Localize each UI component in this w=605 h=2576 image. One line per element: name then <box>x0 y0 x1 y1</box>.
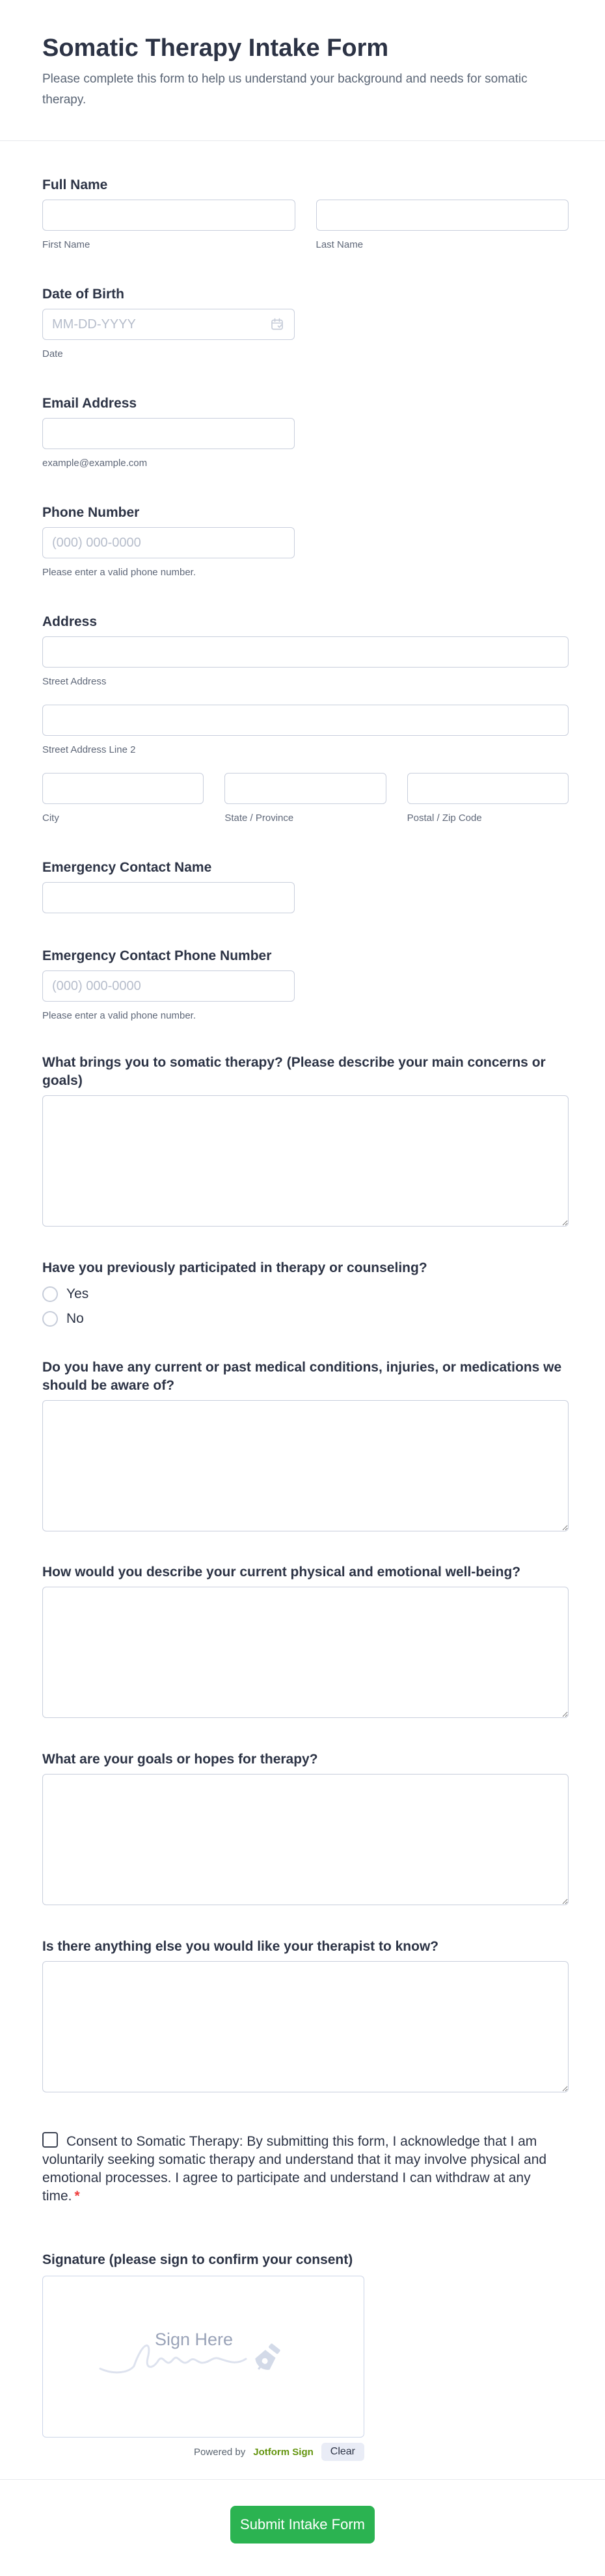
email-input[interactable] <box>42 418 295 449</box>
phone-label: Phone Number <box>42 505 140 520</box>
dob-sublabel: Date <box>42 348 63 359</box>
field-consent <box>42 2132 569 2205</box>
anything-else-label: Is there anything else you would like your therapist to know? <box>42 1939 439 1954</box>
emergency-phone-sublabel: Please enter a valid phone number. <box>42 1010 196 1021</box>
state-input[interactable] <box>224 773 386 804</box>
form-footer <box>0 2480 605 2576</box>
state-sublabel: State / Province <box>224 813 294 824</box>
radio-yes-label[interactable]: Yes <box>66 1286 89 1301</box>
powered-by-text: Powered by <box>194 2446 246 2458</box>
street-address-sublabel: Street Address <box>42 676 107 687</box>
city-sublabel: City <box>42 813 59 824</box>
form-header <box>0 0 605 111</box>
consent-text: Consent to Somatic Therapy: By submitting this form, I acknowledge that I am voluntarily seeking somatic therapy and understand that it may involve physical and emotional processes. I agree to participate and understand I can withdraw at any time. <box>42 2134 547 2204</box>
wellbeing-label: How would you describe your current physical and emotional well-being? <box>42 1565 521 1580</box>
previous-therapy-options <box>42 1286 569 1327</box>
header-divider <box>0 140 605 141</box>
field-date-of-birth <box>42 285 569 361</box>
last-name-sublabel: Last Name <box>316 239 364 250</box>
page-title: Somatic Therapy Intake Form <box>42 34 389 62</box>
first-name-input[interactable] <box>42 200 295 231</box>
field-previous-therapy <box>42 1259 569 1327</box>
field-goals <box>42 1750 569 1905</box>
required-asterisk: * <box>74 2189 80 2204</box>
radio-no-label[interactable]: No <box>66 1311 84 1326</box>
emergency-phone-input[interactable] <box>42 970 295 1002</box>
signature-placeholder-graphic <box>96 2326 311 2388</box>
field-wellbeing <box>42 1563 569 1718</box>
radio-option-yes[interactable] <box>42 1286 569 1302</box>
radio-option-no[interactable] <box>42 1311 569 1327</box>
radio-yes-circle[interactable] <box>42 1286 58 1302</box>
signature-label: Signature (please sign to confirm your consent) <box>42 2252 353 2267</box>
email-label: Email Address <box>42 396 137 411</box>
phone-sublabel: Please enter a valid phone number. <box>42 567 196 578</box>
signature-footer <box>42 2443 364 2461</box>
field-emergency-contact-phone <box>42 947 569 1022</box>
field-signature <box>42 2251 569 2461</box>
city-input[interactable] <box>42 773 204 804</box>
field-email <box>42 395 569 470</box>
emergency-phone-label: Emergency Contact Phone Number <box>42 948 272 963</box>
reason-textarea[interactable] <box>42 1095 569 1227</box>
clear-signature-button[interactable]: Clear <box>321 2443 364 2461</box>
last-name-input[interactable] <box>316 200 569 231</box>
signature-pad[interactable] <box>42 2276 364 2438</box>
medical-textarea[interactable] <box>42 1400 569 1531</box>
anything-else-textarea[interactable] <box>42 1961 569 2092</box>
submit-button[interactable]: Submit Intake Form <box>230 2506 375 2543</box>
consent-checkbox[interactable] <box>42 2132 58 2148</box>
field-phone <box>42 504 569 579</box>
previous-therapy-label: Have you previously participated in therapy or counseling? <box>42 1260 427 1275</box>
emergency-name-label: Emergency Contact Name <box>42 860 212 875</box>
dob-input[interactable] <box>42 309 295 340</box>
goals-textarea[interactable] <box>42 1774 569 1905</box>
postal-input[interactable] <box>407 773 569 804</box>
goals-label: What are your goals or hopes for therapy? <box>42 1752 318 1767</box>
street-address-input[interactable] <box>42 636 569 668</box>
jotform-sign-brand: Jotform Sign <box>253 2446 314 2458</box>
medical-label: Do you have any current or past medical conditions, injuries, or medications we should be aware of? <box>42 1360 562 1393</box>
phone-input[interactable] <box>42 527 295 558</box>
postal-sublabel: Postal / Zip Code <box>407 813 482 824</box>
street-address-line2-input[interactable] <box>42 705 569 736</box>
emergency-name-input[interactable] <box>42 882 295 913</box>
address-label: Address <box>42 614 98 629</box>
field-medical <box>42 1359 569 1531</box>
sign-here-text: Sign Here <box>154 2329 233 2349</box>
form-body <box>0 176 605 2461</box>
reason-label: What brings you to somatic therapy? (Please describe your main concerns or goals) <box>42 1055 546 1088</box>
signature-squiggle <box>100 2345 246 2372</box>
wellbeing-textarea[interactable] <box>42 1587 569 1718</box>
field-address <box>42 613 569 825</box>
pen-nib-icon <box>251 2341 283 2374</box>
full-name-label: Full Name <box>42 177 108 192</box>
first-name-sublabel: First Name <box>42 239 90 250</box>
field-reason <box>42 1054 569 1227</box>
field-full-name <box>42 176 569 252</box>
field-anything-else <box>42 1938 569 2092</box>
radio-no-circle[interactable] <box>42 1311 58 1327</box>
street-address-line2-sublabel: Street Address Line 2 <box>42 744 136 755</box>
dob-label: Date of Birth <box>42 287 124 302</box>
form-description: Please complete this form to help us understand your background and needs for somatic therapy. <box>42 72 528 107</box>
email-sublabel: example@example.com <box>42 458 148 469</box>
field-emergency-contact-name <box>42 859 569 913</box>
